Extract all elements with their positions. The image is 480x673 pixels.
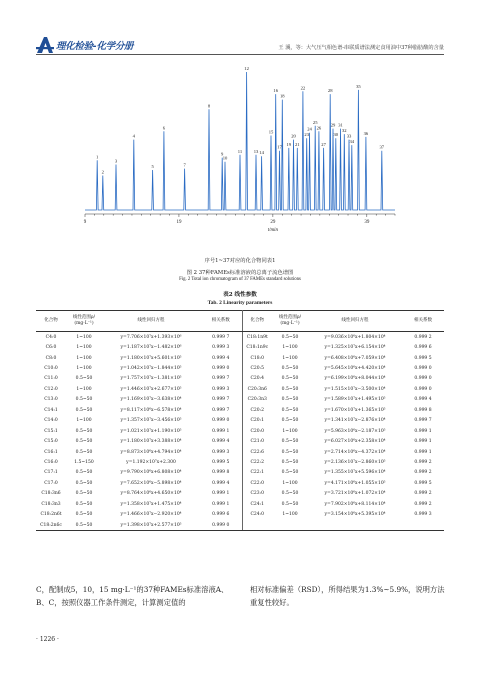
cell-compound: C21:0 bbox=[250, 439, 265, 445]
cell-range: 1~100 bbox=[76, 366, 92, 372]
cell-range: 0.5~50 bbox=[281, 376, 299, 382]
cell-equation: y=7.902×10⁶x+8.114×10⁴ bbox=[324, 501, 386, 507]
cell-compound: C6:0 bbox=[45, 345, 57, 351]
cell-range: 0.5~50 bbox=[281, 397, 299, 403]
cell-compound: C22:1 bbox=[250, 470, 265, 476]
cell-range: 0.5~50 bbox=[281, 418, 299, 424]
cell-r: 0.999 0 bbox=[200, 416, 242, 426]
cell-compound: C12:0 bbox=[44, 386, 58, 392]
peak-label: 35 bbox=[356, 83, 361, 89]
cell-compound: C16:1 bbox=[44, 449, 58, 455]
table-row bbox=[36, 395, 444, 405]
peak-label: 33 bbox=[346, 133, 352, 139]
cell-range bbox=[272, 520, 308, 531]
cell-range: 1~100 bbox=[76, 418, 92, 424]
body-text-right: 相对标准偏差（RSD），所得结果为1.3%~5.9%，说明方法重复性较好。 bbox=[250, 585, 445, 607]
cell-equation: y=1.187×10⁷x−1.482×10⁶ bbox=[120, 345, 182, 351]
cell-range: 0.5~50 bbox=[75, 376, 93, 382]
peak-label: 21 bbox=[295, 141, 300, 147]
cell-compound: C18:1n9t bbox=[246, 334, 268, 340]
cell-equation: y=1.358×10⁷x+1.475×10⁴ bbox=[120, 501, 182, 507]
cell-r: 0.999 4 bbox=[414, 397, 432, 403]
cell-compound: C20:3n6 bbox=[247, 386, 267, 392]
cell-compound: C20:2 bbox=[250, 407, 265, 413]
cell-r: 0.999 1 bbox=[200, 426, 242, 436]
cell-compound: C18:3n6 bbox=[41, 491, 61, 497]
cell-r: 0.999 1 bbox=[200, 499, 242, 509]
cell-r: 0.999 6 bbox=[200, 509, 242, 519]
peak-label: 23 bbox=[304, 132, 309, 138]
cell-compound: C20:4 bbox=[250, 376, 265, 382]
cell-r: 0.999 0 bbox=[200, 363, 242, 373]
col-header-compound: 化合物 bbox=[242, 311, 272, 332]
peak-label: 19 bbox=[286, 141, 292, 147]
cell-r: 0.999 7 bbox=[200, 374, 242, 384]
cell-range: 1~100 bbox=[76, 345, 92, 351]
col-header-r: 相关系数 bbox=[200, 311, 242, 332]
cell-range: 1~100 bbox=[282, 355, 298, 361]
cell-compound: C23:0 bbox=[250, 491, 265, 497]
table-row bbox=[36, 468, 444, 478]
cell-compound: C20:1 bbox=[250, 418, 265, 424]
cell-r: 0.999 5 bbox=[414, 355, 432, 361]
cell-range: 0.5~50 bbox=[281, 470, 299, 476]
cell-compound: C4:0 bbox=[45, 334, 57, 340]
cell-equation: y=3.154×10⁶x+5.395×10⁴ bbox=[324, 512, 386, 518]
cell-r: 0.999 2 bbox=[414, 459, 432, 465]
cell-compound: C18:3n3 bbox=[41, 501, 61, 507]
cell-compound: C22:6 bbox=[250, 449, 265, 455]
peak-label: 22 bbox=[300, 85, 306, 91]
cell-r: 0.999 0 bbox=[200, 520, 242, 531]
cell-equation: y=1.355×10⁷x+5.596×10⁴ bbox=[324, 470, 386, 476]
table-row bbox=[36, 342, 444, 352]
cell-equation: y=8.764×10⁶x+4.650×10⁴ bbox=[120, 491, 182, 497]
peak-label: 10 bbox=[222, 155, 228, 161]
peak-label: 6 bbox=[162, 125, 166, 131]
peak-label: 1 bbox=[96, 154, 99, 160]
cell-r bbox=[402, 520, 444, 531]
peak-label: 8 bbox=[207, 103, 211, 109]
cell-range: 1~100 bbox=[76, 355, 92, 361]
x-tick-label: 19 bbox=[176, 220, 182, 225]
cell-r: 0.999 0 bbox=[414, 386, 432, 392]
cell-range: 0.5~50 bbox=[75, 449, 93, 455]
cell-equation: y=1.341×10⁷x−2.876×10⁴ bbox=[324, 418, 386, 424]
figure-caption-en: Fig. 2 Total ion chromatogram of 37 FAMEs standard solutions bbox=[179, 277, 301, 282]
cell-equation: y=1.042×10⁷x−1.844×10⁵ bbox=[120, 366, 182, 372]
cell-range: 0.5~50 bbox=[281, 334, 299, 340]
peak-label: 7 bbox=[183, 162, 186, 168]
chromatogram-chart bbox=[80, 64, 405, 236]
cell-r: 0.999 3 bbox=[414, 512, 432, 518]
cell-r: 0.999 2 bbox=[414, 334, 432, 340]
table-row bbox=[36, 457, 444, 467]
cell-range: 0.5~50 bbox=[281, 439, 299, 445]
cell-r: 0.999 3 bbox=[200, 342, 242, 352]
peak-label: 15 bbox=[268, 129, 274, 135]
cell-range: 0.5~50 bbox=[281, 491, 299, 497]
peak-label: 2 bbox=[101, 169, 104, 175]
x-tick-label: 39 bbox=[364, 220, 370, 225]
cell-range: 1~100 bbox=[282, 480, 298, 486]
cell-compound: C22:2 bbox=[250, 459, 265, 465]
journal-logo bbox=[36, 36, 133, 54]
cell-equation: y=1.021×10⁷x+1.190×10⁵ bbox=[120, 428, 182, 434]
col-header-range: 线性范围ρ/ (mg·L⁻¹) bbox=[272, 311, 308, 332]
cell-equation: y=1.180×10⁷x+5.601×10⁵ bbox=[120, 355, 182, 361]
cell-r: 0.999 1 bbox=[414, 449, 432, 455]
cell-compound: C14:1 bbox=[44, 407, 58, 413]
cell-range: 0.5~50 bbox=[75, 428, 93, 434]
figure-caption-cn: 图 2 37种FAMEs标准溶液的总离子流色谱图 bbox=[186, 270, 294, 276]
cell-range: 0.5~50 bbox=[281, 459, 299, 465]
cell-range: 0.5~50 bbox=[75, 501, 93, 507]
table-row bbox=[36, 426, 444, 436]
cell-r: 0.999 2 bbox=[414, 470, 432, 476]
col-header-r: 相关系数 bbox=[402, 311, 444, 332]
cell-range: 0.5~50 bbox=[75, 491, 93, 497]
cell-compound: C11:0 bbox=[44, 376, 58, 382]
cell-r: 0.999 8 bbox=[414, 407, 432, 413]
cell-equation: y=1.466×10⁷x−2.920×10⁴ bbox=[120, 512, 182, 518]
cell-compound: C20:0 bbox=[250, 428, 265, 434]
peak-label: 27 bbox=[321, 141, 326, 147]
cell-range: 0.5~50 bbox=[75, 397, 93, 403]
cell-range: 1~100 bbox=[282, 512, 298, 518]
table-row bbox=[36, 436, 444, 446]
cell-compound: C17:1 bbox=[44, 470, 58, 476]
cell-compound: C20:5 bbox=[250, 366, 265, 372]
table-row bbox=[36, 478, 444, 488]
cell-range: 0.5~50 bbox=[281, 386, 299, 392]
cell-equation: y=1.589×10⁷x+1.495×10⁵ bbox=[324, 397, 386, 403]
table-header-row bbox=[36, 311, 444, 332]
cell-equation: y=1.757×10⁷x−1.381×10⁵ bbox=[120, 376, 182, 382]
cell-r: 0.999 0 bbox=[414, 376, 432, 382]
peak-label: 37 bbox=[379, 144, 385, 150]
cell-equation: y=2.714×10⁶x−4.372×10⁴ bbox=[324, 449, 386, 455]
cell-range: 0.5~50 bbox=[75, 407, 93, 413]
peak-label: 12 bbox=[244, 66, 249, 71]
cell-compound: C22:0 bbox=[250, 480, 265, 486]
peak-label: 31 bbox=[338, 122, 343, 128]
cell-equation: y=8.117×10⁶x−6.578×10⁴ bbox=[120, 407, 182, 413]
cell-equation: y=1.192×10⁷x+2.300 bbox=[126, 459, 176, 465]
table-row bbox=[36, 489, 444, 499]
cell-range: 0.5~50 bbox=[281, 501, 299, 507]
col-header-range: 线性范围ρ/ (mg·L⁻¹) bbox=[66, 311, 102, 332]
peak-label: 20 bbox=[291, 133, 296, 139]
table-row bbox=[36, 509, 444, 519]
peak-label: 9 bbox=[221, 151, 224, 157]
cell-equation: y=1.180×10⁷x+3.388×10⁴ bbox=[120, 439, 182, 445]
body-text-left: C，配制成5，10，15 mg·L⁻¹的37种FAMEs标准溶液A、B、C，按照仪器工作条件测定，计算测定值的 bbox=[36, 585, 229, 607]
cell-equation: y=9.790×10⁶x+6.808×10⁴ bbox=[120, 470, 182, 476]
header-divider bbox=[36, 54, 444, 55]
cell-equation: y=6.027×10⁶x+2.358×10⁴ bbox=[324, 439, 386, 445]
cell-range: 0.5~50 bbox=[66, 520, 102, 531]
cell-range: 1~100 bbox=[282, 428, 298, 434]
col-header-equation: 线性回归方程 bbox=[102, 311, 200, 332]
table-row bbox=[36, 520, 444, 531]
cell-compound: C18:0 bbox=[250, 355, 265, 361]
page-number: · 1226 · bbox=[36, 636, 59, 643]
cell-equation: y=1.398×10⁷x+2.577×10⁵ bbox=[102, 520, 200, 531]
cell-equation bbox=[308, 520, 402, 531]
cell-r: 0.999 2 bbox=[414, 491, 432, 497]
peak-label: 24 bbox=[307, 126, 312, 132]
peak-label: 30 bbox=[333, 132, 339, 138]
table-title-cn: 表2 线性参数 bbox=[223, 292, 257, 298]
cell-r: 0.999 8 bbox=[200, 468, 242, 478]
cell-compound: C24:1 bbox=[250, 501, 265, 507]
cell-equation: y=5.645×10⁶x+4.420×10⁴ bbox=[324, 366, 386, 372]
cell-compound: C8:0 bbox=[45, 355, 57, 361]
cell-r: 0.999 4 bbox=[200, 478, 242, 488]
cell-range: 1~100 bbox=[76, 386, 92, 392]
cell-range: 0.5~50 bbox=[75, 512, 93, 518]
cell-r: 0.999 4 bbox=[200, 436, 242, 446]
cell-r: 0.999 7 bbox=[200, 332, 242, 343]
peak-label: 26 bbox=[316, 125, 322, 131]
cell-equation: y=3.721×10⁶x+1.072×10⁴ bbox=[324, 491, 386, 497]
peak-label: 25 bbox=[312, 119, 318, 125]
table-row bbox=[36, 363, 444, 373]
x-tick-label: 29 bbox=[270, 220, 276, 225]
cell-r: 0.999 7 bbox=[200, 405, 242, 415]
cell-range: 0.5~50 bbox=[281, 366, 299, 372]
x-tick-label: 9 bbox=[83, 220, 87, 225]
running-title: 王 溪，等：大气压气相色谱-串联质谱法测定食用油中37种脂肪酸的含量 bbox=[278, 45, 444, 51]
cell-compound: C15:0 bbox=[44, 439, 58, 445]
cell-compound bbox=[242, 520, 272, 531]
table-row bbox=[36, 499, 444, 509]
cell-compound: C15:1 bbox=[44, 428, 58, 434]
cell-compound: C18:1n9c bbox=[246, 345, 269, 351]
peak-label: 11 bbox=[237, 148, 243, 154]
cell-compound: C18:2n6c bbox=[36, 520, 66, 531]
cell-equation: y=4.171×10⁶x+1.055×10⁵ bbox=[324, 480, 386, 486]
journal-logo-icon bbox=[36, 36, 54, 54]
table-row bbox=[36, 384, 444, 394]
table-row bbox=[36, 332, 444, 343]
cell-equation: y=7.652×10⁶x−5.898×10⁴ bbox=[120, 480, 182, 486]
peak-label: 34 bbox=[349, 139, 355, 145]
cell-compound: C20:3n3 bbox=[247, 397, 267, 403]
cell-r: 0.999 7 bbox=[414, 418, 432, 424]
cell-compound: C18:2n6t bbox=[40, 512, 62, 518]
figure-note: 序号1~37对应的化合物同表1 bbox=[204, 258, 276, 264]
cell-equation: y=1.357×10⁷x−3.456×10⁵ bbox=[120, 418, 182, 424]
cell-equation: y=1.670×10⁷x+1.365×10⁵ bbox=[324, 407, 386, 413]
cell-range: 1.5~150 bbox=[74, 459, 94, 465]
cell-r: 0.999 3 bbox=[200, 384, 242, 394]
cell-equation: y=1.169×10⁷x−3.638×10⁴ bbox=[120, 397, 182, 403]
cell-compound: C16:0 bbox=[44, 459, 58, 465]
peak-label: 4 bbox=[132, 133, 135, 139]
col-header-equation: 线性回归方程 bbox=[308, 311, 402, 332]
cell-range: 0.5~50 bbox=[75, 470, 93, 476]
peak-label: 32 bbox=[342, 128, 347, 134]
cell-range: 1~100 bbox=[282, 345, 298, 351]
cell-equation: y=1.446×10⁷x+2.677×10⁵ bbox=[120, 386, 182, 392]
cell-r: 0.999 3 bbox=[200, 447, 242, 457]
table-row bbox=[36, 353, 444, 363]
cell-equation: y=1.515×10⁷x−3.500×10⁴ bbox=[324, 386, 386, 392]
table-row bbox=[36, 374, 444, 384]
peak-label: 17 bbox=[277, 144, 282, 150]
cell-compound: C24:0 bbox=[250, 512, 265, 518]
chromatogram-trace bbox=[85, 72, 395, 210]
peak-label: 29 bbox=[330, 122, 336, 128]
cell-compound: C10:0 bbox=[44, 366, 58, 372]
cell-range: 0.5~50 bbox=[281, 407, 299, 413]
cell-compound: C13:0 bbox=[44, 397, 58, 403]
journal-name: 理化检验-化学分册 bbox=[56, 41, 134, 52]
cell-r: 0.999 5 bbox=[200, 457, 242, 467]
x-axis-label: t/min bbox=[267, 228, 279, 233]
cell-equation: y=8.873×10⁶x+4.794×10⁴ bbox=[120, 449, 182, 455]
peak-label: 16 bbox=[273, 88, 278, 94]
cell-equation: y=7.706×10⁷x+1.393×10⁶ bbox=[120, 334, 182, 340]
cell-compound: C14:0 bbox=[44, 418, 58, 424]
cell-r: 0.999 1 bbox=[414, 439, 432, 445]
cell-compound: C17:0 bbox=[44, 480, 58, 486]
cell-r: 0.999 4 bbox=[200, 353, 242, 363]
cell-equation: y=1.325×10⁷x+6.154×10⁴ bbox=[324, 345, 386, 351]
col-header-compound: 化合物 bbox=[36, 311, 66, 332]
linearity-table bbox=[36, 310, 444, 531]
table-row bbox=[36, 405, 444, 415]
peak-label: 28 bbox=[327, 88, 333, 94]
cell-r: 0.999 2 bbox=[414, 501, 432, 507]
cell-r: 0.999 7 bbox=[200, 395, 242, 405]
cell-equation: y=5.963×10⁶x−2.187×10⁵ bbox=[324, 428, 386, 434]
cell-range: 0.5~50 bbox=[75, 439, 93, 445]
cell-r: 0.999 1 bbox=[414, 428, 432, 434]
table-title-en: Tab. 2 Linearity parameters bbox=[207, 300, 273, 306]
cell-equation: y=9.036×10⁶x+1.804×10⁴ bbox=[324, 334, 386, 340]
peak-label: 3 bbox=[114, 158, 118, 164]
table-row bbox=[36, 447, 444, 457]
cell-equation: y=6.408×10⁶x+7.059×10⁴ bbox=[324, 355, 386, 361]
peak-label: 18 bbox=[280, 93, 285, 99]
peak-label: 13 bbox=[253, 148, 259, 154]
cell-range: 0.5~50 bbox=[281, 449, 299, 455]
cell-r: 0.999 0 bbox=[414, 366, 432, 372]
cell-r: 0.999 1 bbox=[200, 489, 242, 499]
peak-label: 5 bbox=[151, 164, 154, 169]
peak-label: 14 bbox=[259, 150, 264, 156]
cell-range: 1~100 bbox=[76, 334, 92, 340]
table-row bbox=[36, 416, 444, 426]
cell-equation: y=2.136×10⁷x−2.860×10⁵ bbox=[324, 459, 386, 465]
cell-r: 0.999 6 bbox=[414, 345, 432, 351]
cell-equation: y=6.199×10⁶x+8.044×10⁴ bbox=[324, 376, 386, 382]
peak-label: 36 bbox=[363, 130, 369, 136]
cell-range: 0.5~50 bbox=[75, 480, 93, 486]
cell-r: 0.999 5 bbox=[414, 480, 432, 486]
